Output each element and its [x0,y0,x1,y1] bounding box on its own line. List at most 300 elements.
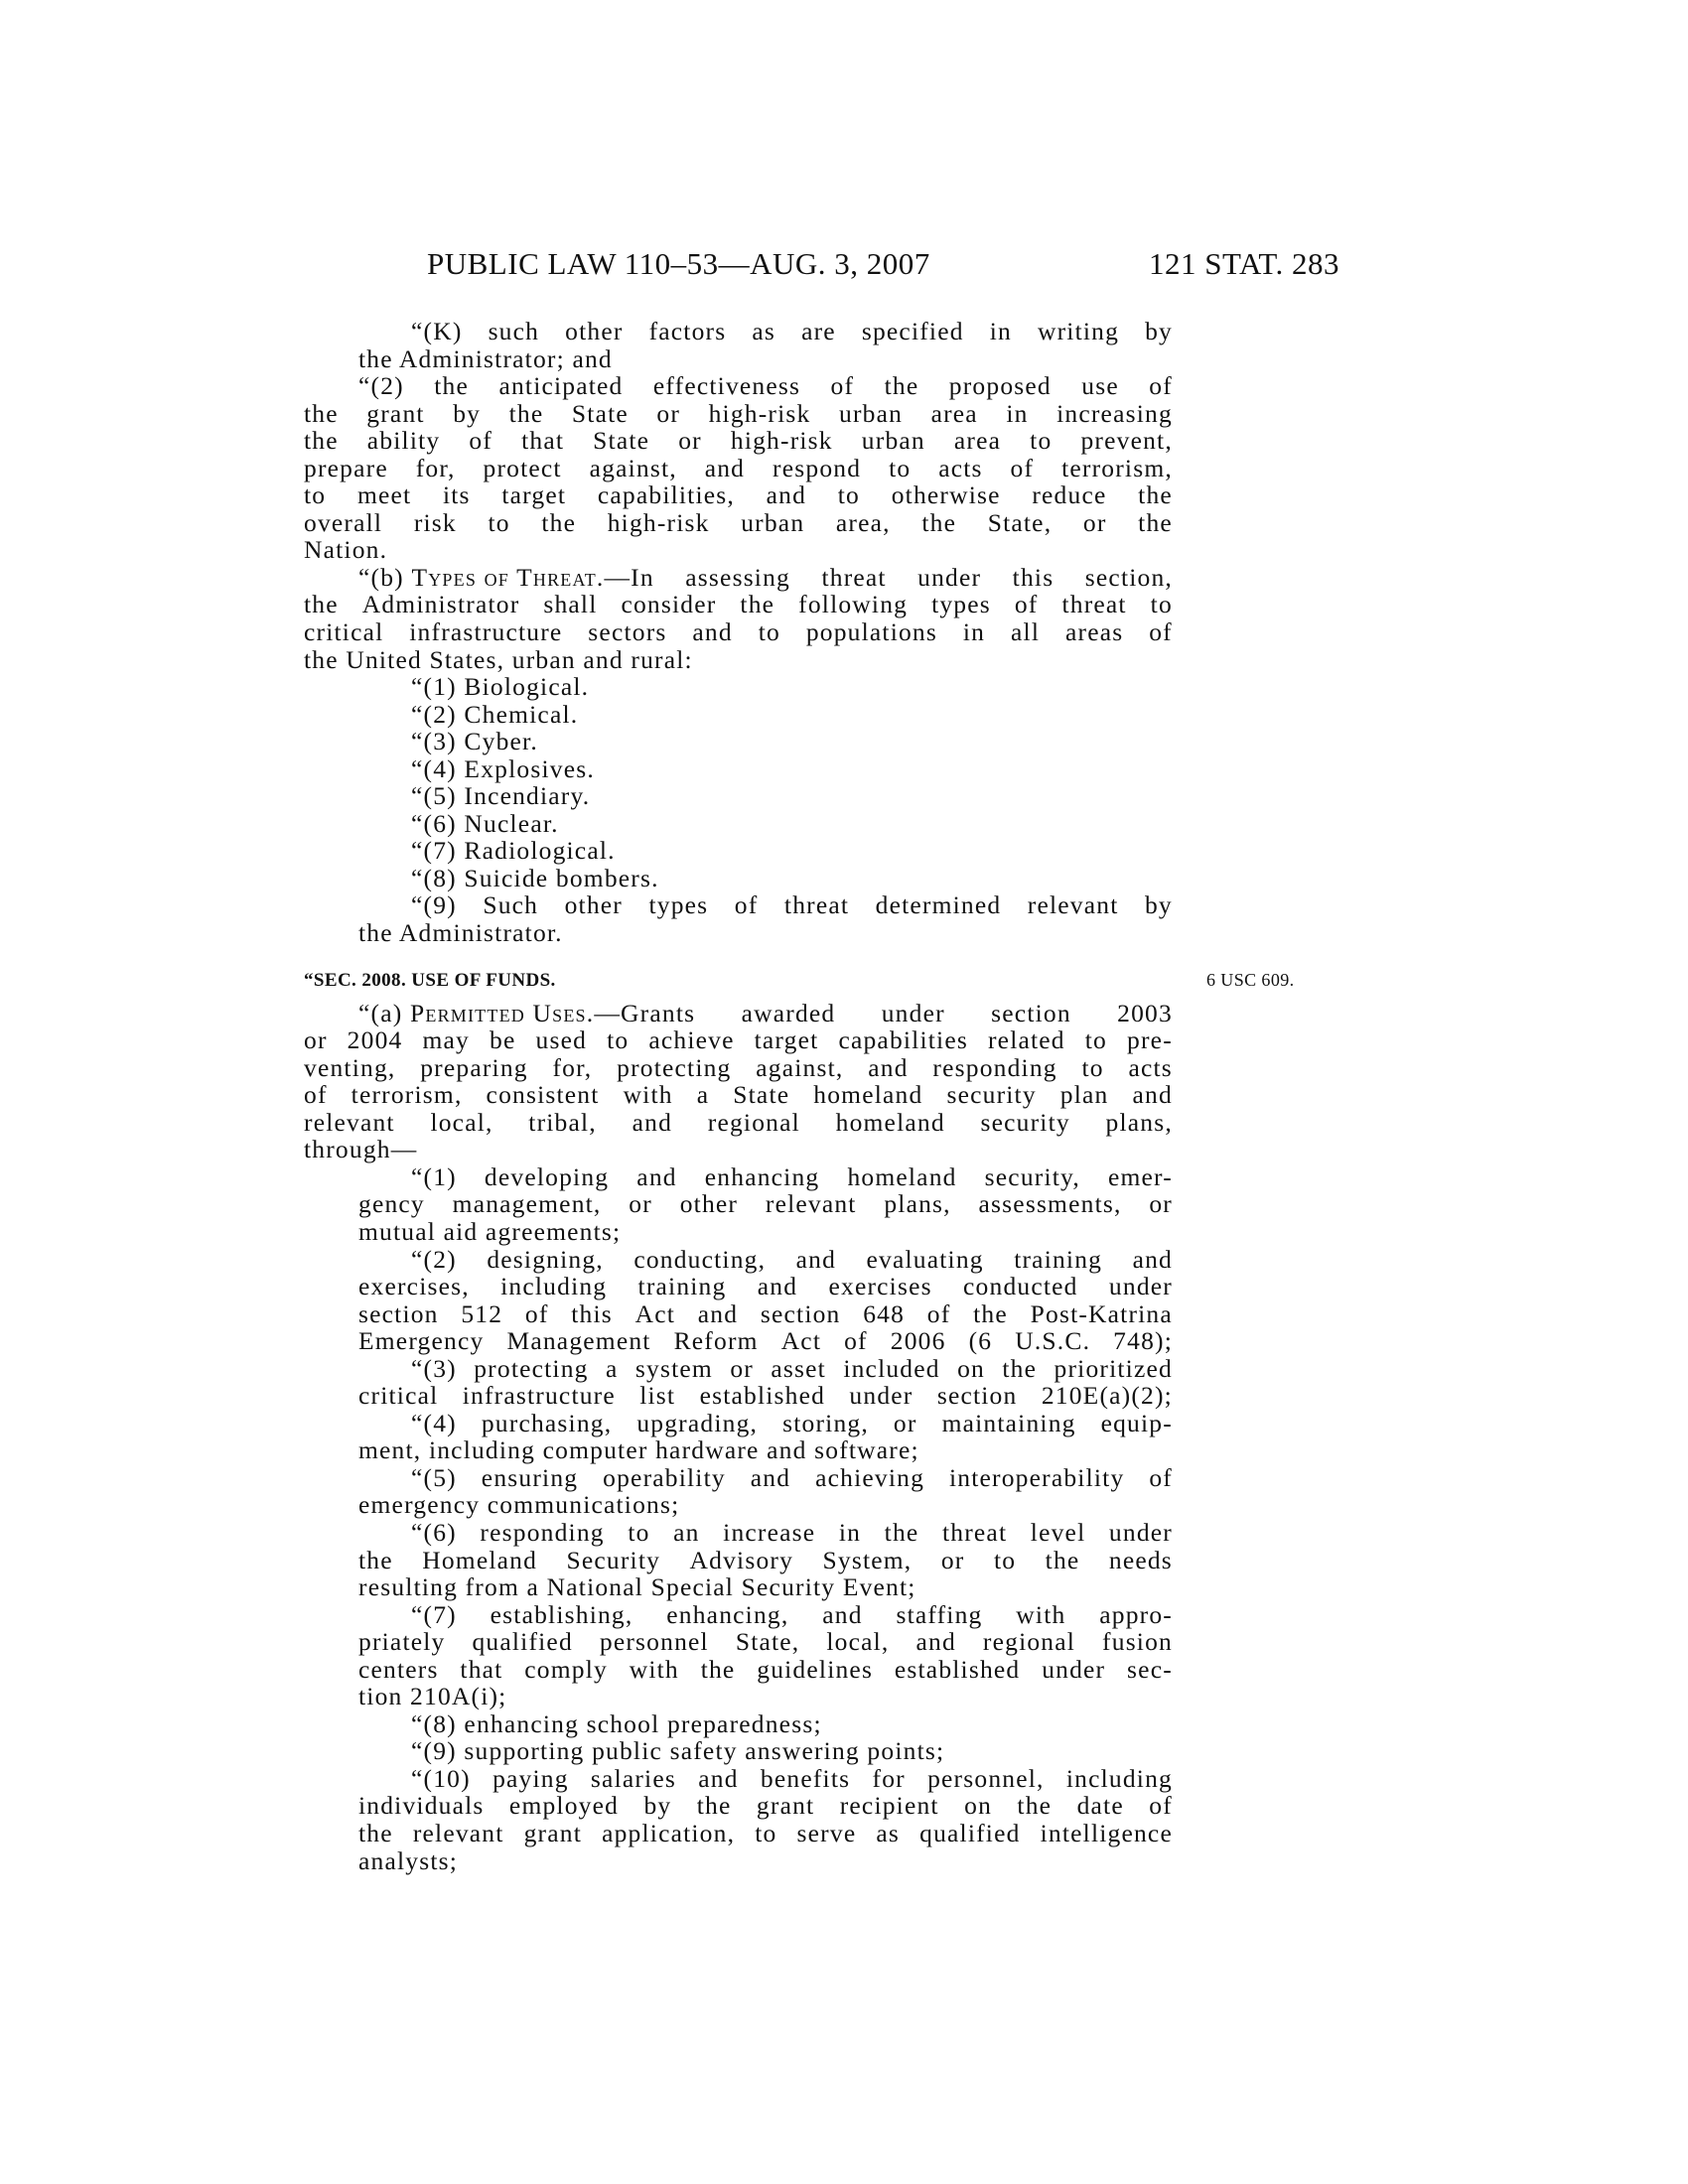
word: grant [756,1791,815,1821]
word: the [508,398,544,428]
word: against, [756,1052,844,1082]
section-heading [304,967,1295,994]
word: this [571,1298,613,1328]
word: intelligence [1040,1818,1173,1847]
word: including [500,1272,608,1301]
paragraph [304,782,1173,810]
word: effectiveness [652,371,801,401]
word: “(9) [411,890,457,920]
paragraph [304,564,1173,673]
text-line [304,1355,1173,1383]
word: pre- [1127,1025,1173,1055]
word: application, [602,1818,736,1847]
word: staffing [896,1599,983,1629]
word: operability [603,1462,726,1492]
word: local, [430,1107,493,1137]
word: achieve [648,1025,735,1055]
word: under [849,1381,914,1411]
text-line [304,891,1173,919]
word: (6 [968,1326,993,1356]
word: guidelines [757,1654,874,1684]
text-line: “(5) Incendiary. [411,781,591,811]
word: the [358,1545,393,1574]
word: State [733,1080,790,1110]
word: Post-Katrina [1030,1298,1173,1328]
paragraph [304,1355,1173,1410]
word: maintaining [941,1408,1076,1437]
word: security [980,1107,1070,1137]
word: or [629,1189,652,1219]
word: assessments, [978,1189,1122,1219]
text-line: “(8) Suicide bombers. [411,863,659,892]
word: and [1132,1080,1173,1110]
word: in [962,617,986,647]
word: be [490,1025,516,1055]
word: other [564,890,624,920]
text-line: through— [304,1135,418,1164]
word: proposed [948,371,1052,401]
word: factors [648,317,727,345]
text-line: analysts; [358,1845,459,1875]
word: in [989,317,1012,345]
paragraph-lead [358,564,654,592]
word: upgrading, [636,1408,759,1437]
word: are [801,317,836,345]
word: Management [506,1326,651,1356]
word: 210E(a)(2); [1041,1381,1173,1411]
word: following [798,590,909,619]
word: prevent, [1080,426,1173,456]
word: “(4) [411,1408,457,1437]
word: section [760,1298,841,1328]
paragraph [304,1000,1173,1163]
word: section, [1084,562,1173,592]
text-line [304,1601,1173,1629]
word: responding [480,1517,605,1547]
word: “(1) [411,1161,457,1191]
word: that [521,426,565,456]
word: and [704,453,746,482]
word: terrorism, [1061,453,1173,482]
word: all [1011,617,1041,647]
word: “(K) [411,317,463,345]
word: the [1017,1791,1053,1821]
text-line [304,1410,1173,1437]
text-line [304,1300,1173,1328]
text-line: “(8) enhancing school preparedness; [411,1708,822,1738]
word: individuals [358,1791,485,1821]
text-line: emergency communications; [358,1490,680,1520]
word: equip- [1100,1408,1173,1437]
text-line: the Administrator. [358,918,563,948]
word: awarded [741,998,836,1027]
text-line: the United States, urban and rural: [304,644,693,674]
word: and [795,1244,837,1274]
word: to [1030,426,1053,456]
text-line [304,1246,1173,1274]
word: high-risk [730,426,833,456]
word: “(7) [411,1599,457,1629]
paragraph [304,1710,1173,1738]
paragraph [304,1464,1173,1519]
text-line: ment, including computer hardware and software; [358,1435,919,1465]
word: the [696,1791,732,1821]
word: Act [634,1298,676,1328]
word: enhancing [704,1161,820,1191]
text-line [304,1273,1173,1300]
word: storing, [782,1408,869,1437]
word: this [1012,562,1055,592]
paragraph [304,1601,1173,1710]
word: for, [415,453,456,482]
word: the [541,507,577,537]
word: target [754,1025,819,1055]
word: types [648,890,709,920]
word: preparing [420,1052,528,1082]
word: in [838,1517,862,1547]
paragraph [304,673,1173,701]
word: by [643,1791,672,1821]
word: of [1149,1462,1173,1492]
word: system [634,1353,713,1383]
word: area [953,426,1002,456]
word: threat [821,562,887,592]
word: conducting, [633,1244,767,1274]
word: established [894,1654,1021,1684]
paragraph-lead [358,1000,695,1027]
word: for, [552,1052,593,1082]
text-line [304,1163,1173,1191]
word: to [1081,1052,1104,1082]
word: the [358,1818,393,1847]
word: State [571,398,629,428]
word: reduce [1032,480,1107,510]
paragraph [304,728,1173,755]
text-line [304,564,1173,592]
word: employed [508,1791,620,1821]
text-line: resulting from a National Special Security Event; [358,1572,916,1602]
word: 748); [1113,1326,1173,1356]
word: local, [826,1627,890,1657]
word: regional [982,1627,1076,1657]
paragraph [304,1737,1173,1765]
paragraph-caption: Types of Threat [411,562,597,592]
text-line: tion 210A(i); [358,1682,507,1711]
word: priately [358,1627,446,1657]
word: on [957,1353,985,1383]
word: serve [796,1818,857,1847]
word: or [1082,507,1107,537]
word: the [1045,1545,1080,1574]
word: of [469,426,493,456]
word: 2003 [1117,998,1173,1027]
paragraph [304,701,1173,729]
word: personnel [599,1627,709,1657]
word: on [964,1791,993,1821]
paragraph [304,837,1173,865]
word: or [730,1353,754,1383]
word: benefits [760,1763,851,1793]
margin-citation: 6 USC 609. [1206,969,1295,990]
text-line [304,1792,1173,1820]
word: training [1014,1244,1103,1274]
word: homeland [847,1161,957,1191]
word: to [755,1818,777,1847]
word: area [930,398,978,428]
word: risk [413,507,457,537]
word: venting, [304,1052,396,1082]
word: to [1150,590,1173,619]
word: to [488,507,510,537]
text-line [304,481,1173,509]
word: such [488,317,540,345]
word: in [1006,398,1029,428]
text-line [304,1109,1173,1137]
word: prioritized [1054,1353,1173,1383]
word: qualified [472,1627,573,1657]
word: other [565,317,624,345]
word: an [673,1517,700,1547]
word: Reform [673,1326,759,1356]
word: training [637,1272,727,1301]
word: threat [941,1517,1008,1547]
document-body [304,317,1295,1875]
text-line [304,372,1173,400]
word: fusion [1102,1627,1173,1657]
word: 2004 [347,1025,403,1055]
word: may [422,1025,471,1055]
word: grant [523,1818,583,1847]
word: section [991,998,1071,1027]
word: target [501,480,567,510]
word: areas [1064,617,1124,647]
word: against, [589,453,677,482]
word: ensuring [481,1462,579,1492]
text-line: Nation. [304,535,388,565]
word: that [460,1654,503,1684]
text-line: “(4) Explosives. [411,753,595,783]
word: and [766,480,807,510]
text-line [304,318,1173,345]
word: capabilities [838,1025,968,1055]
text-line: “(6) Nuclear. [411,808,559,838]
word: and [750,1462,791,1492]
word: acts [938,453,983,482]
word: “(10) [411,1763,471,1793]
word: plans, [1105,1107,1173,1137]
word: area, [835,507,891,537]
paragraph-caption: Permitted Uses [410,998,587,1027]
word: established [699,1381,826,1411]
paragraph-designator: “(b) [358,562,412,592]
word: exercises [828,1272,932,1301]
word: its [442,480,471,510]
word: the [304,398,339,428]
word: included [843,1353,940,1383]
word: “(2) [358,371,404,401]
text-line [304,618,1173,646]
word: overall [304,507,383,537]
word: the [740,590,775,619]
text-line [304,427,1173,455]
word: developing [484,1161,610,1191]
word: “(6) [411,1517,457,1547]
text-line [304,1000,1173,1027]
word: the [1002,1353,1038,1383]
word: prepare [304,453,388,482]
word: shall [543,590,598,619]
word: the [973,1298,1008,1328]
word: the [1138,480,1173,510]
word: date [1076,1791,1124,1821]
word: Such [483,890,539,920]
word: of [304,1080,328,1110]
word: as [876,1818,901,1847]
word: writing [1038,317,1120,345]
word: achieving [815,1462,925,1492]
word: of [1149,1791,1173,1821]
word: or [1149,1189,1173,1219]
text-line [304,1820,1173,1847]
word: to [889,453,912,482]
word: protecting [617,1052,732,1082]
text-line [304,1327,1173,1355]
text-line: mutual aid agreements; [358,1216,622,1246]
word: use [1081,371,1119,401]
word: protect [483,453,562,482]
word: “(2) [411,1244,457,1274]
word: to [1084,1025,1108,1055]
word: management, [452,1189,602,1219]
text-line [304,400,1173,428]
word: “(3) [411,1353,457,1383]
word: or [656,398,681,428]
word: salaries [590,1763,676,1793]
word: the [921,507,957,537]
text-line: “(3) Cyber. [411,727,538,756]
word: or [940,1545,965,1574]
word: responding [932,1052,1057,1082]
section-heading-text: “SEC. 2008. USE OF FUNDS. [304,969,556,991]
word: under [1108,1272,1173,1301]
word: and [697,1298,739,1328]
word: State, [735,1627,800,1657]
word: of [926,1298,951,1328]
word: evaluating [866,1244,984,1274]
word: by [1144,890,1173,920]
word: security [946,1080,1037,1110]
word: relevant [304,1107,395,1137]
word: used [535,1025,588,1055]
word: under [917,562,982,592]
word: determined [875,890,1002,920]
word: gency [358,1189,425,1219]
word: regional [707,1107,800,1137]
word: establishing, [490,1599,633,1629]
word: and [698,1763,739,1793]
paragraph [304,810,1173,838]
word: or [304,1025,328,1055]
word: and [757,1272,798,1301]
word: ability [366,426,441,456]
paragraph [304,1246,1173,1355]
text-line [304,1054,1173,1082]
paragraph [304,372,1173,564]
word: relevant [765,1189,857,1219]
text-line: the Administrator; and [358,343,613,373]
word: as [752,317,776,345]
word: with [623,1080,673,1110]
word: with [629,1654,679,1684]
word: to [304,480,327,510]
word: qualified [919,1818,1021,1847]
word: needs [1108,1545,1173,1574]
text-line [304,1519,1173,1547]
word: other [679,1189,739,1219]
word: acts [1128,1052,1173,1082]
word: State [593,426,650,456]
paragraph-designator: “(a) [358,998,410,1027]
word: Security [566,1545,661,1574]
word: the [304,426,339,456]
word: homeland [835,1107,945,1137]
word: and [822,1599,863,1629]
word: specified [861,317,964,345]
word: and [692,617,733,647]
word: Administrator [361,590,520,619]
word: urban [861,426,925,456]
text-line [304,455,1173,482]
word: grant [366,398,425,428]
paragraph [304,1410,1173,1464]
word: of [830,371,855,401]
word: of [844,1326,868,1356]
word: and [632,1107,673,1137]
paragraph [304,1519,1173,1601]
caption-dash: .—In [596,562,654,592]
page-stat-number: 121 STAT. 283 [1149,246,1340,281]
word: under [1108,1517,1173,1547]
paragraph [304,1163,1173,1246]
word: to [758,617,780,647]
word: Homeland [422,1545,538,1574]
word: recipient [839,1791,939,1821]
word: U.S.C. [1015,1326,1091,1356]
word: with [1016,1599,1066,1629]
word: level [1030,1517,1086,1547]
word: the [700,1654,736,1684]
word: relevant [1027,890,1119,920]
word: of [1149,617,1173,647]
word: and [636,1161,677,1191]
word: System, [822,1545,913,1574]
word: exercises, [358,1272,470,1301]
word: of [734,890,759,920]
word: to [628,1517,650,1547]
word: under [1042,1654,1106,1684]
text-line: “(9) supporting public safety answering points; [411,1736,945,1766]
word: emer- [1107,1161,1173,1191]
word: 512 [461,1298,503,1328]
word: of [1014,590,1039,619]
text-line: “(1) Biological. [411,672,590,702]
word: for [872,1763,906,1793]
word: populations [805,617,938,647]
word: urban [741,507,805,537]
word: a [606,1353,619,1383]
word: conducted [963,1272,1078,1301]
paragraph [304,755,1173,783]
